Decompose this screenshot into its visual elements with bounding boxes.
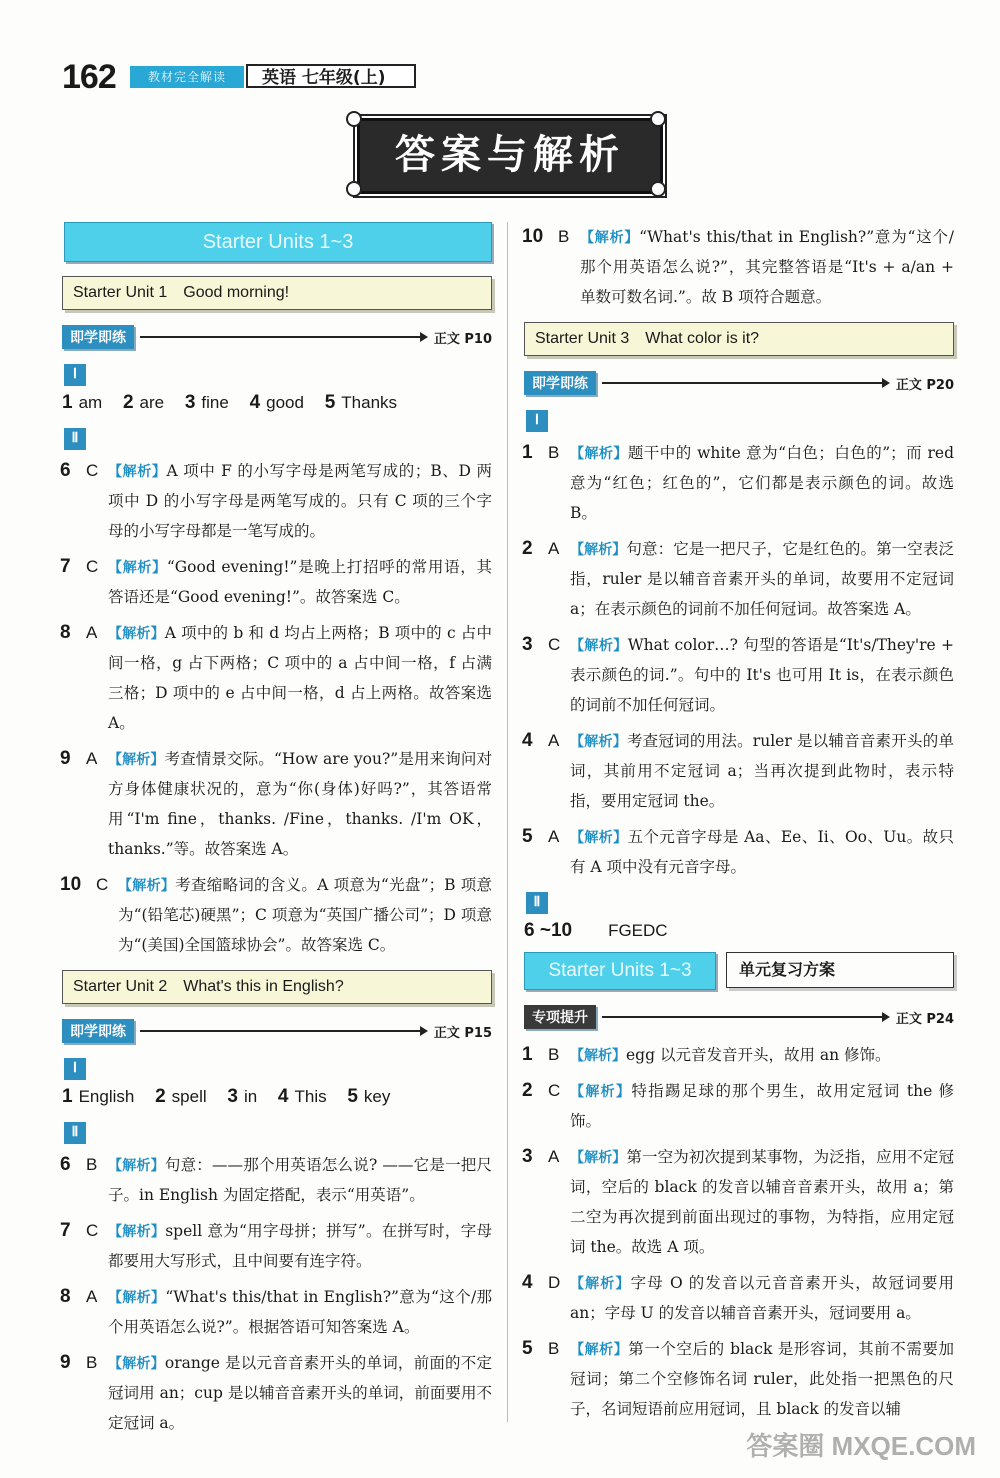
item-number: 8 [60,1286,71,1307]
practice-row [62,1018,492,1044]
practice-tag: 即学即练 [62,325,134,349]
practice-ref: 正文 P24 [895,1011,954,1027]
item-explanation: 【解析】A 项中的 b 和 d 均占上两格；B 项中的 c 占中间一格，g 占下两格；C 项中的 a 占中间一格，f 占满三格；D 项中的 e 占中间一格，d 占上两格。故答案选 A。 [108,624,492,732]
answer-item [60,1282,492,1342]
item-number: 1 [522,442,533,463]
item-number: 4 [522,730,533,751]
item-answer: D [548,1273,561,1292]
banner-corner-icon [346,111,362,127]
item-answer: B [86,1353,98,1372]
item-number: 2 [522,1080,533,1101]
item-explanation: 【解析】A 项中 F 的小写字母是两笔写成的；B、D 两项中 D 的小写字母是两笔写成的。只有 C 项的三个字母的小写字母都是一笔写成的。 [108,462,492,540]
practice-row [524,1004,954,1030]
item-number: 4 [522,1272,533,1293]
subject-label: 英语 七年级(上) [246,64,416,88]
practice-ref: 正文 P20 [895,377,954,393]
answer-item [60,744,492,864]
arrow-icon [140,1030,426,1032]
item-answer: C [548,1081,561,1100]
practice-tag: 专项提升 [524,1005,596,1029]
item-answer: B [548,443,560,462]
section-marker: Ⅱ [64,428,86,450]
item-answer: C [548,635,561,654]
practice-row [62,324,492,350]
answer-item [522,534,954,624]
item-number: 7 [60,1220,71,1241]
answer-item: 10 B 【解析】“What's this/that in English?”意为“这个/那个用英语怎么说?”，其完整答语是“It's + a/an + 单数可数名词.”。故 B 项符合题意。 [522,226,955,306]
practice-tag: 即学即练 [524,371,596,395]
answer-item [60,456,492,546]
item-answer: B [86,1155,98,1174]
practice-ref: 正文 P10 [433,331,492,347]
column-divider [507,222,508,1422]
answer-item [522,1334,954,1424]
answer-item [522,726,954,816]
answer-line: 6 ~10 FGEDC [524,920,668,941]
answer-item [60,1216,492,1276]
item-answer: A [86,749,98,768]
answer-item [522,1142,954,1262]
arrow-icon [602,382,888,384]
item-answer: B [548,1339,560,1358]
watermark: 答案圈 MXQE.COM [746,1431,976,1461]
answer-item [60,1150,492,1210]
item-explanation: 【解析】spell 意为“用字母拼；拼写”。在拼写时，字母都要用大写形式，且中间要有连字符。 [108,1222,493,1270]
item-answer: C [86,1221,99,1240]
item-explanation: 【解析】第一个空后的 black 是形容词，其前不需要加冠词；第二个空修饰名词 ruler，此处指一把黑色的尺子，名词短语前应用冠词，且 black 的发音以辅 [570,1340,954,1418]
item-number: 1 [522,1044,533,1065]
item-number: 2 [522,538,533,559]
item-number: 5 [522,826,533,847]
item-explanation: 【解析】句意：它是一把尺子，它是红色的。第一空表泛指，ruler 是以辅音音素开头的单词，故要用不定冠词 a；在表示颜色的词前不加任何冠词。故答案选 A。 [570,540,954,618]
item-explanation: 【解析】五个元音字母是 Aa、Ee、Ii、Oo、Uu。故只有 A 项中没有元音字母。 [570,828,954,876]
answer-line: 1 English 2 spell 3 in 4 This 5 key [62,1086,391,1107]
practice-row [524,370,954,396]
item-explanation: 【解析】考查冠词的用法。ruler 是以辅音音素开头的单词，其前用不定冠词 a；当再次提到此物时，表示特指，要用定冠词 the。 [570,732,954,810]
page-number: 162 [62,58,116,96]
left-column [60,222,492,1444]
answer-item [522,1076,954,1136]
item-answer: A [548,731,560,750]
item-number: 3 [522,1146,533,1167]
unit2-title: Starter Unit 2 What's this in English? [62,970,492,1004]
starter-units-bar: Starter Units 1~3 [64,222,492,262]
answer-item [60,1348,492,1438]
section-marker: Ⅰ [526,410,548,432]
answer-item [522,1268,954,1328]
item-number: 9 [60,748,71,769]
item-explanation: 【解析】What color…? 句型的答语是“It's/They're + 表示颜色的词.”。句中的 It's 也可用 It is，在表示颜色的词前不加任何冠词。 [570,636,955,714]
item-number: 6 [60,1154,71,1175]
item-number: 6 [60,460,71,481]
item-explanation: 【解析】“Good evening!”是晚上打招呼的常用语，其答语还是“Good evening!”。故答案选 C。 [108,558,492,606]
item-explanation: 【解析】第一空为初次提到某事物，为泛指，应用不定冠词，空后的 black 的发音以辅音音素开头，故用 a；第二空为再次提到前面出现过的事物，为特指，应用定冠词 the。故选 A 项。 [570,1148,954,1256]
item-answer: A [86,623,98,642]
item-answer: B [548,1045,560,1064]
item-explanation: 【解析】字母 O 的发音以元音音素开头，故冠词要用 an；字母 U 的发音以辅音音素开头，冠词要用 a。 [570,1274,954,1322]
item-explanation: 【解析】考查情景交际。“How are you?”是用来询问对方身体健康状况的，意为“你(身体)好吗?”，其答语常用“I'm fine，thanks. /Fine，thanks. /I'm OK，thanks.”等。故答案选 A。 [108,750,493,858]
arrow-icon [602,1016,888,1018]
item-answer: C [86,557,99,576]
practice-ref: 正文 P15 [433,1025,492,1041]
banner-corner-icon [650,111,666,127]
item-number: 10 [60,874,82,895]
section-marker: Ⅱ [526,892,548,914]
review-units-bar: Starter Units 1~3 [524,952,716,990]
answer-item [522,438,954,528]
item-explanation: 【解析】考查缩略词的含义。A 项意为“光盘”；B 项意为“(铅笔芯)硬黑”；C 项意为“英国广播公司”；D 项意为“(美国)全国篮球协会”。故答案选 C。 [118,876,493,954]
banner-corner-icon [650,181,666,197]
item-answer: C [86,461,99,480]
item-explanation: 【解析】“What's this/that in English?”意为“这个/那个用英语怎么说?”。根据答语可知答案选 A。 [108,1288,493,1336]
item-answer: A [548,539,560,558]
banner-corner-icon [346,181,362,197]
item-number: 9 [60,1352,71,1373]
page-title: 答案与解析 [357,118,663,194]
practice-tag: 即学即练 [62,1019,134,1043]
answer-item [522,822,954,882]
section-marker: Ⅰ [64,364,86,386]
item-number: 3 [522,634,533,655]
unit1-title: Starter Unit 1 Good morning! [62,276,492,310]
item-answer: C [96,875,109,894]
arrow-icon [140,336,426,338]
item-answer: A [86,1287,98,1306]
review-label: 单元复习方案 [726,952,954,988]
item-explanation: 【解析】题干中的 white 意为“白色；白色的”；而 red 意为“红色；红色的”，它们都是表示颜色的词。故选 B。 [570,444,955,522]
answer-item [60,552,492,612]
item-explanation: 【解析】egg 以元音发音开头，故用 an 修饰。 [570,1046,891,1064]
item-number: 7 [60,556,71,577]
item-explanation: 【解析】句意：——那个用英语怎么说? ——它是一把尺子。in English 为固定搭配，表示“用英语”。 [108,1156,492,1204]
item-number: 5 [522,1338,533,1359]
item-number: 8 [60,622,71,643]
answer-item [60,618,492,738]
item-explanation: 【解析】特指踢足球的那个男生，故用定冠词 the 修饰。 [570,1082,954,1130]
item-answer: A [548,827,560,846]
item-explanation: 【解析】orange 是以元音音素开头的单词，前面的不定冠词用 an；cup 是以辅音音素开头的单词，前面要用不定冠词 a。 [108,1354,492,1432]
section-marker: Ⅰ [64,1058,86,1080]
answer-line: 1 am 2 are 3 fine 4 good 5 Thanks [62,392,398,413]
unit3-title: Starter Unit 3 What color is it? [524,322,954,356]
series-label: 教材完全解读 [130,66,244,88]
answer-item [60,870,492,960]
right-column [522,222,954,1430]
answer-item [522,1040,954,1070]
review-header [524,952,954,990]
section-marker: Ⅱ [64,1122,86,1144]
item-answer: A [548,1147,560,1166]
answer-item [522,630,954,720]
